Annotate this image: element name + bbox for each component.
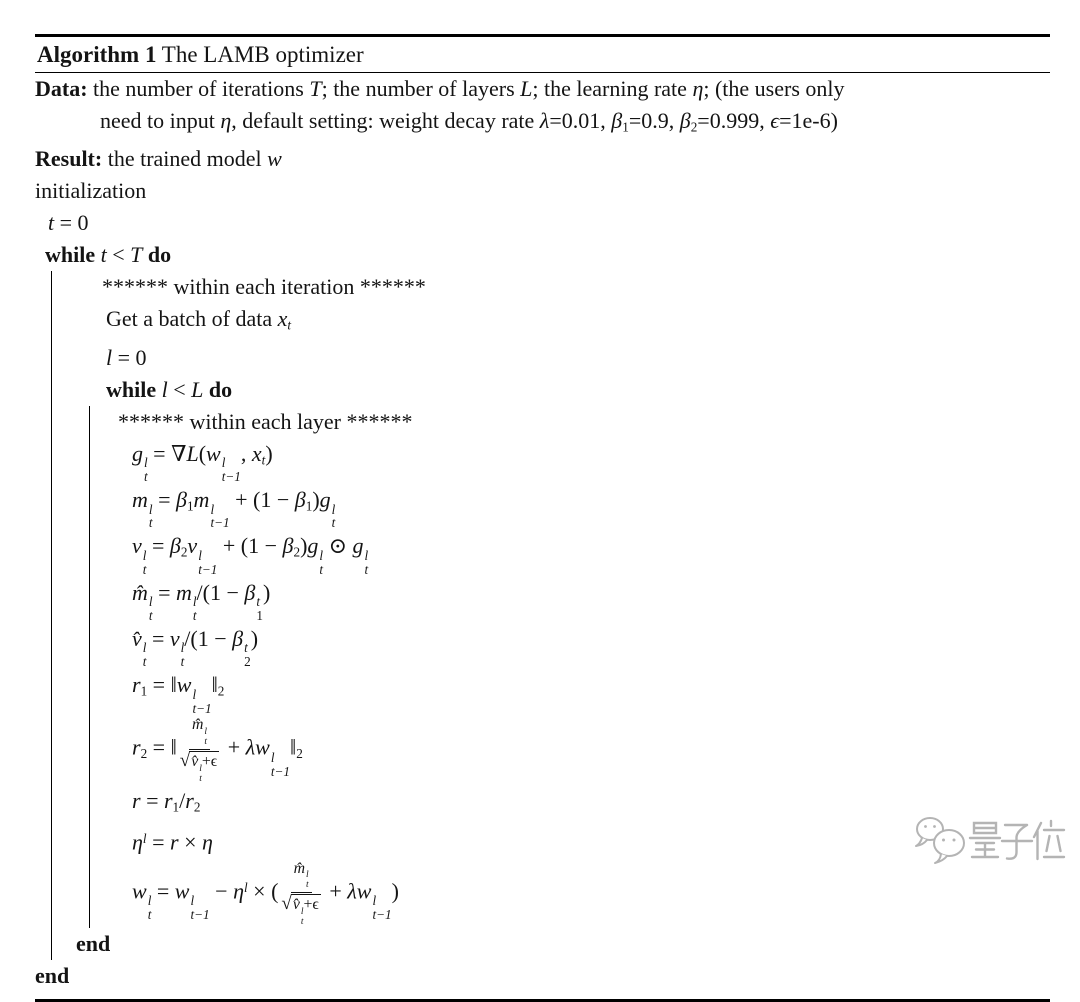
statement-l-init: l = 0 [106, 344, 147, 370]
chat-bubbles-icon [908, 813, 1066, 869]
algorithm-label: Algorithm 1 [37, 42, 157, 67]
square-root: √ v̂ l t +ϵ [179, 750, 218, 784]
statement-t-init: t = 0 [48, 210, 89, 236]
algorithm-body [35, 175, 1050, 992]
equation-second-moment-corrected: v̂ l t = v l t /(1 − β t 2 ) [132, 625, 259, 670]
algorithm-title: The LAMB optimizer [156, 42, 364, 67]
equation-second-moment: v l t = β2v l t−1 + (1 − β2)g l t ⊙ g l t [132, 533, 369, 577]
end-inner: end [76, 931, 111, 957]
while-outer-body [51, 271, 1050, 960]
comment-layer: ****** within each layer ****** [118, 408, 413, 434]
watermark [908, 813, 1066, 874]
equation-weight-update: w l t = w l t−1 − $\eta^l$ × ( m̂ l t √ v̂ l t +ϵ + λw l t−1 ) [132, 859, 399, 928]
fraction: m̂ l t √ v̂ l t +ϵ [179, 716, 218, 784]
statement-initialization: initialization [35, 178, 147, 204]
while-inner-header: while l < L do [106, 376, 233, 402]
equation-first-moment-corrected: m̂ l t = m l t /(1 − β t 1 ) [132, 579, 271, 623]
fraction: m̂ l t √ v̂ l t +ϵ [281, 859, 319, 928]
equation-r2: r2 = ‖ m̂ l t √ v̂ l t +ϵ + λw l t−1 ‖2 [132, 716, 303, 784]
end-outer: end [35, 963, 70, 989]
comment-iteration: ****** within each iteration ****** [102, 274, 426, 300]
equation-gradient: g l t = ∇L(w l t−1 , xt) [132, 440, 273, 485]
equation-layer-lr: $\eta^l = r \times \eta$ [132, 829, 213, 855]
equation-trust-ratio: r = r1/r2 [132, 787, 201, 815]
equation-first-moment: m l t = β1m l t−1 + (1 − β1)g l t [132, 486, 336, 531]
data-line-2: need to input η, default setting: weight decay rate λ=0.01, β1=0.9, β2=0.999, ϵ=1e-6) [100, 108, 838, 135]
result-line: Result: the trained model w [35, 146, 282, 172]
statement-get-batch: Get a batch of data xt [106, 306, 292, 333]
while-outer-header: while t < T do [45, 242, 172, 268]
data-line-1: Data: the number of iterations T; the number of layers L; the learning rate η; (the users only [35, 76, 845, 101]
equation-r1: r1 = ‖w l t−1 ‖2 [132, 672, 225, 716]
watermark-glyphs [970, 821, 1064, 859]
while-inner-body [89, 406, 1050, 929]
square-root: √ v̂ l t +ϵ [281, 893, 319, 928]
algorithm-caption [35, 37, 1050, 72]
